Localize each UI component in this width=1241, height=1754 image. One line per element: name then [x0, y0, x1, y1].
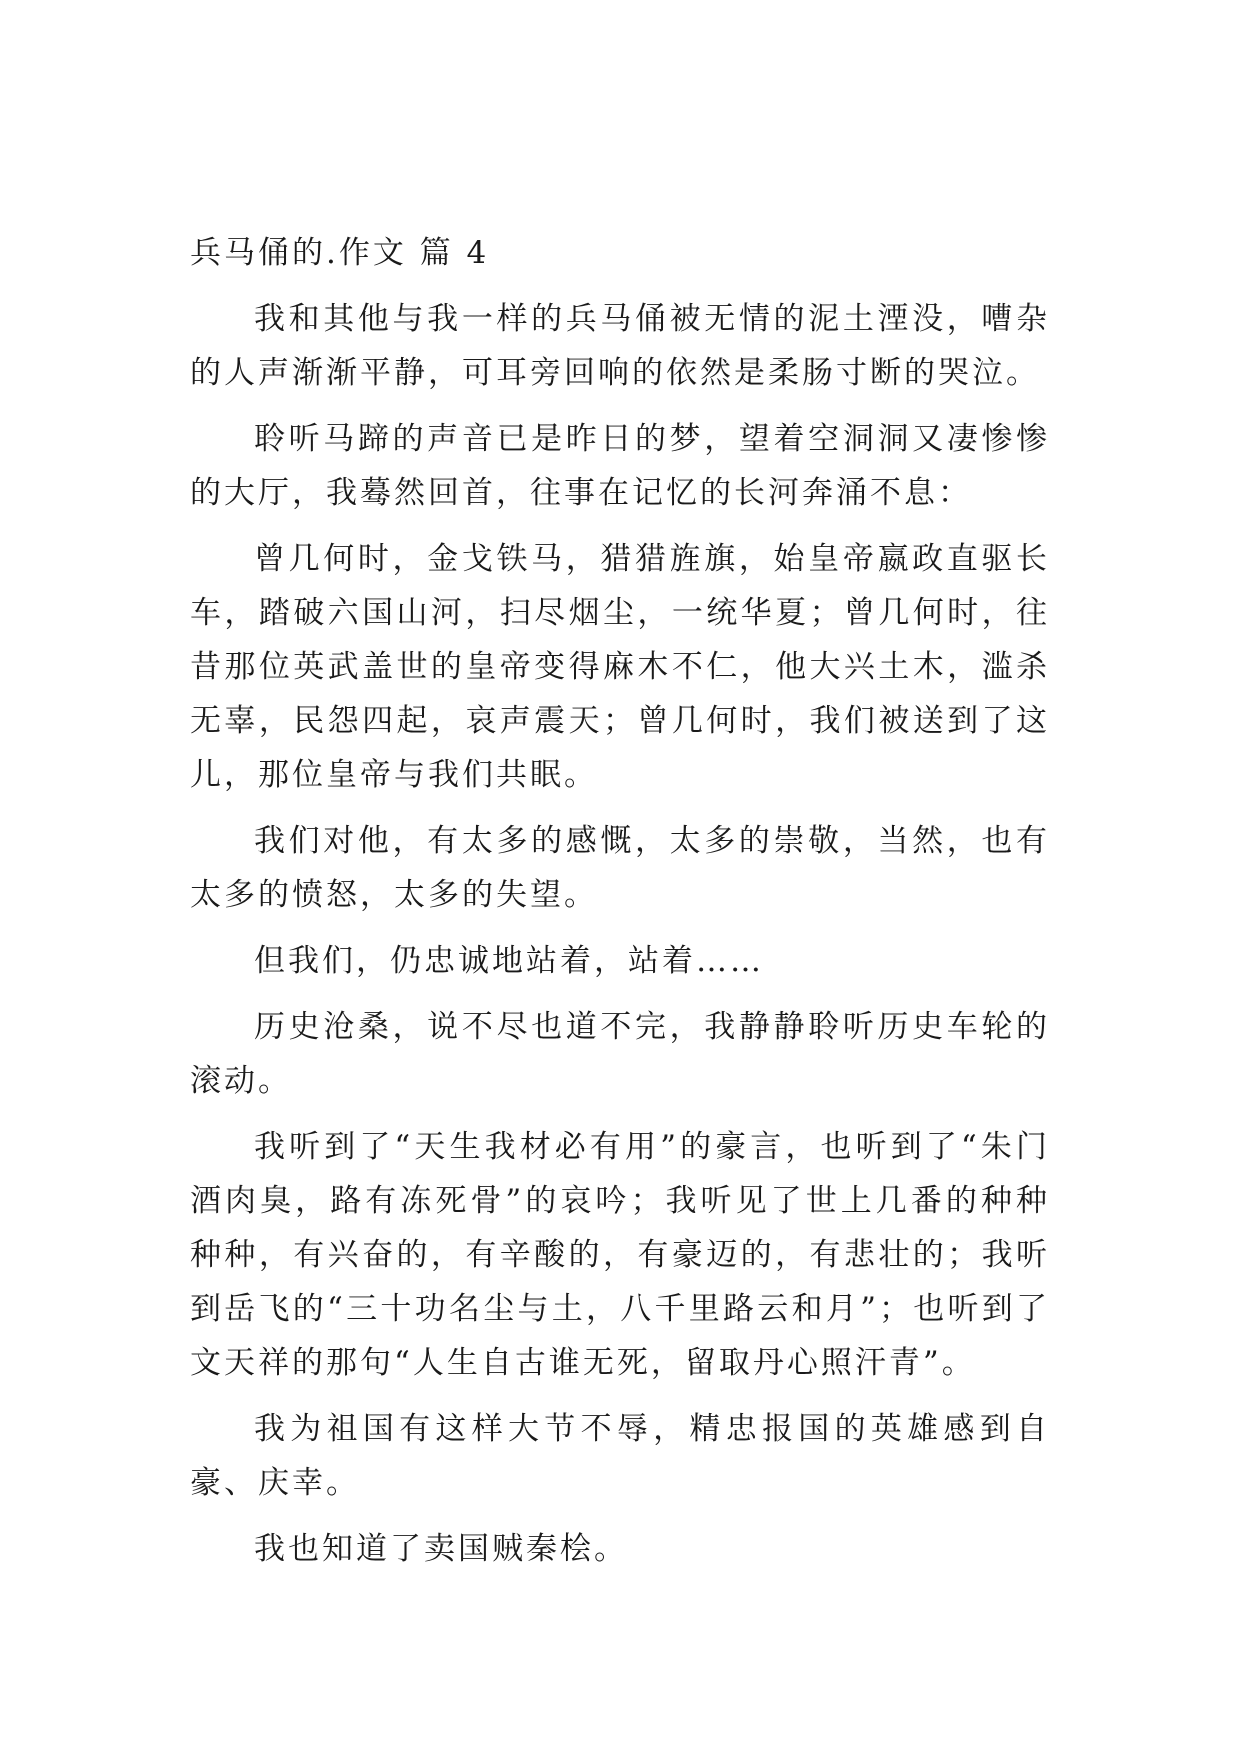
paragraph-4: 我们对他，有太多的感慨，太多的崇敬，当然，也有太多的愤怒，太多的失望。 [190, 823, 1050, 913]
paragraph-9: 我也知道了卖国贼秦桧。 [254, 1531, 628, 1567]
paragraph-5: 但我们，仍忠诚地站着，站着…… [254, 943, 764, 979]
paragraph-8: 我为祖国有这样大节不辱，精忠报国的英雄感到自豪、庆幸。 [190, 1411, 1050, 1501]
paragraph-1: 我和其他与我一样的兵马俑被无情的泥土湮没，嘈杂的人声渐渐平静，可耳旁回响的依然是柔肠寸断的哭泣。 [190, 301, 1050, 391]
paragraph-6: 历史沧桑，说不尽也道不完，我静静聆听历史车轮的滚动。 [190, 1009, 1050, 1099]
paragraph-2: 聆听马蹄的声音已是昨日的梦，望着空洞洞又凄惨惨的大厅，我蓦然回首，往事在记忆的长河奔涌不息： [190, 421, 1050, 511]
essay-title: 兵马俑的.作文 篇 4 [190, 235, 490, 271]
paragraph-7: 我听到了“天生我材必有用”的豪言，也听到了“朱门酒肉臭，路有冻死骨”的哀吟；我听见了世上几番的种种种种，有兴奋的，有辛酸的，有豪迈的，有悲壮的；我听到岳飞的“三十功名尘与土，八千里路云和月”；也听到了文天祥的那句“人生自古谁无死，留取丹心照汗青”。 [190, 1129, 1050, 1381]
paragraph-3: 曾几何时，金戈铁马，猎猎旌旗，始皇帝嬴政直驱长车，踏破六国山河，扫尽烟尘，一统华夏；曾几何时，往昔那位英武盖世的皇帝变得麻木不仁，他大兴土木，滥杀无辜，民怨四起，哀声震天；曾几何时，我们被送到了这儿，那位皇帝与我们共眠。 [190, 541, 1050, 793]
document-body [190, 226, 1050, 1588]
